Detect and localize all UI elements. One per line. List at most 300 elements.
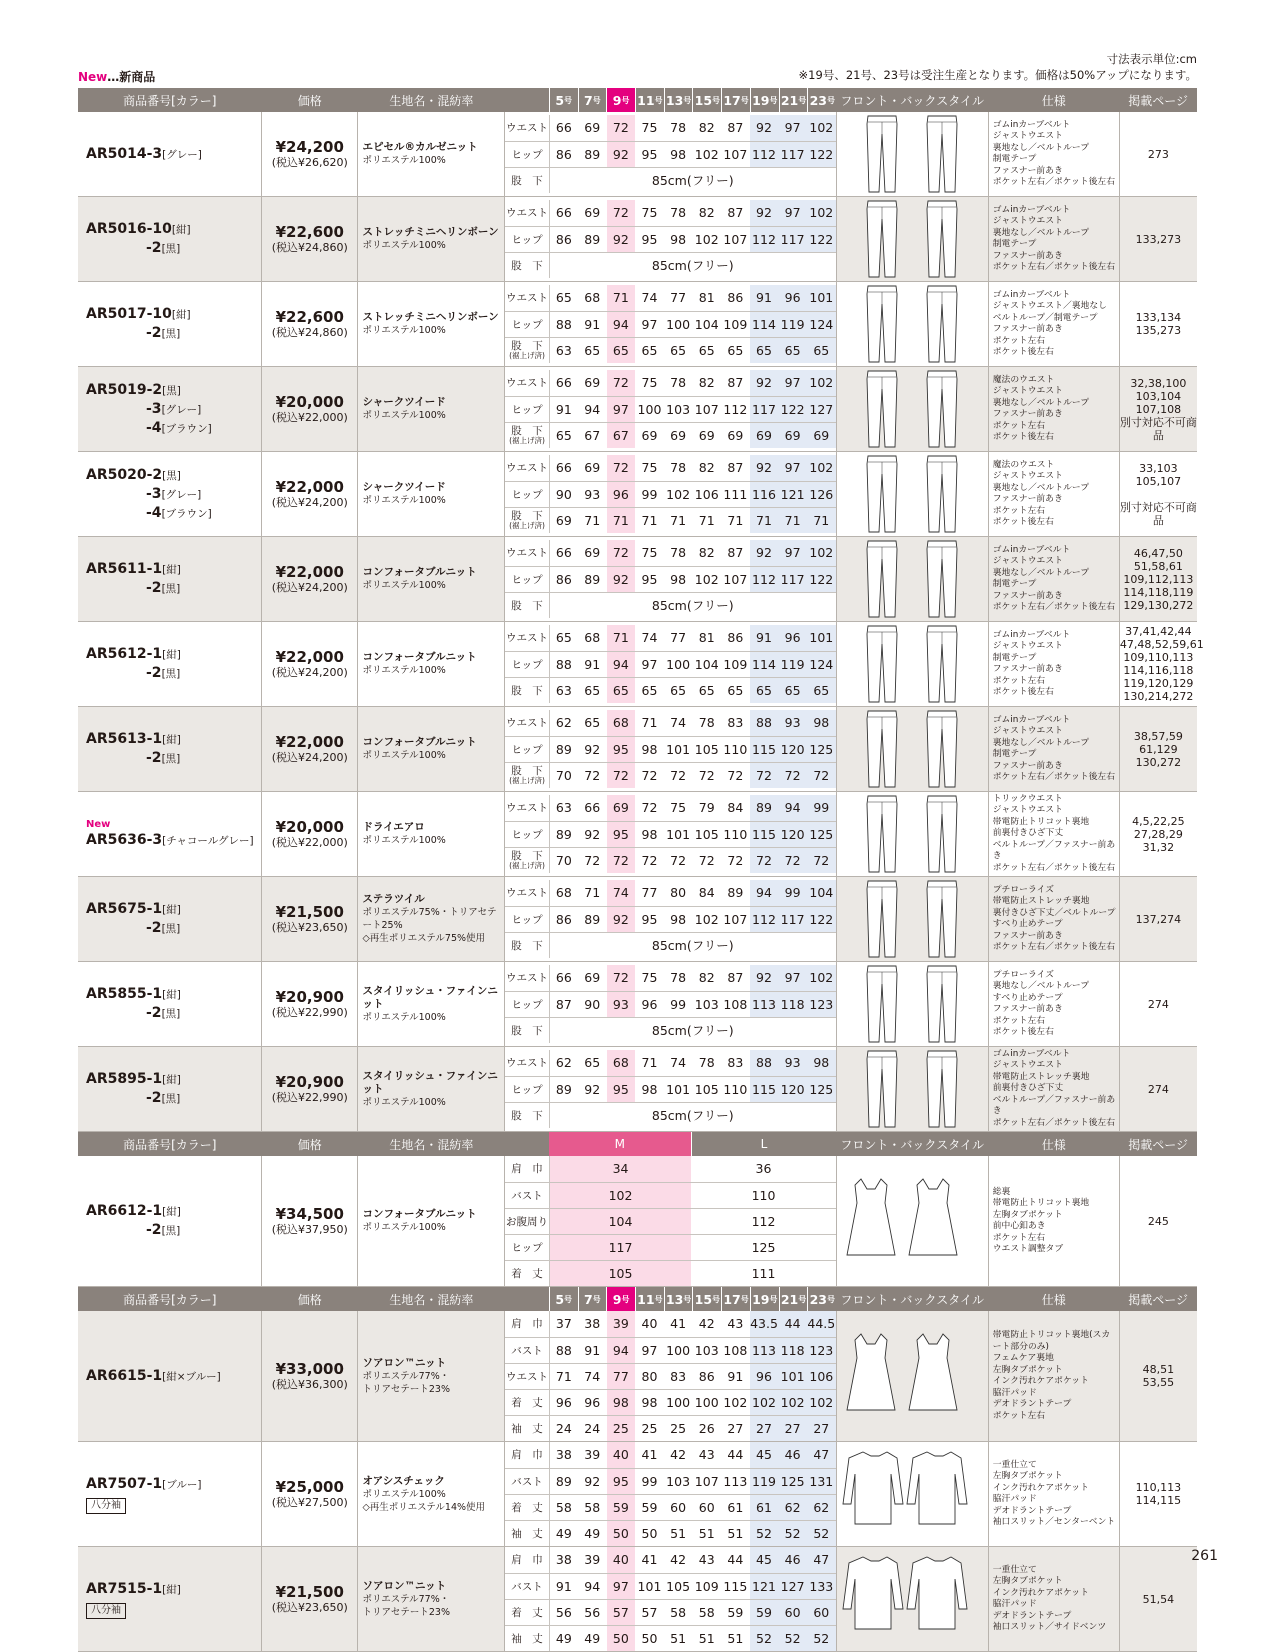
measure-value: 92 xyxy=(750,455,779,481)
fabric-cell xyxy=(358,1547,505,1652)
price: ¥22,000 xyxy=(275,563,344,581)
measure-value: 98 xyxy=(807,710,836,736)
measure-value: 62 xyxy=(807,1494,836,1520)
price-tax: (税込¥23,650) xyxy=(271,1601,348,1614)
fabric-blend: ポリエステル77%・ トリアセテート23% xyxy=(362,1593,451,1618)
measure-value: 123 xyxy=(807,991,836,1017)
header-product-no: 商品番号[カラー] xyxy=(78,1132,262,1157)
measure-value: 71 xyxy=(750,507,779,533)
spec-cell: ゴムinカーブベルト ジャストウエスト 裏地なし／ベルトループ 制電テープ ファスナー前あき ポケット左右／ポケット後左右 xyxy=(988,197,1119,282)
measure-value: 88 xyxy=(750,1050,779,1076)
fabric-cell xyxy=(358,1311,505,1442)
product-variant: -4[ブラウン] xyxy=(146,419,212,436)
measure-value: 114 xyxy=(750,651,779,677)
measure-value: 98 xyxy=(607,1389,636,1415)
measure-cell xyxy=(505,1547,836,1652)
header-fabric: 生地名・混紡率 xyxy=(358,1132,505,1157)
product-id: AR5613-1[紺] xyxy=(86,731,181,747)
measure-value: 43.5 xyxy=(750,1311,779,1337)
spec-cell: ゴムinカーブベルト ジャストウエスト 裏地なし／ベルトループ 制電テープ ファスナー前あき ポケット左右／ポケット後左右 xyxy=(988,537,1119,622)
product-id: AR5636-3[チャコールグレー] xyxy=(86,831,254,848)
measure-value: 120 xyxy=(778,736,807,762)
measure-value: 86 xyxy=(721,625,750,651)
measure-value: 92 xyxy=(750,540,779,566)
measure-value: 72 xyxy=(807,762,836,788)
measure-value: 92 xyxy=(578,736,607,762)
size-l-header: L xyxy=(691,1132,836,1156)
measure-label: お腹周り xyxy=(505,1208,549,1234)
measure-value: 74 xyxy=(635,625,664,651)
size-header-8: 21 号 xyxy=(779,1287,808,1311)
spec-cell: ゴムinカーブベルト ジャストウエスト 制電テープ ファスナー前あき ポケット左右 ポケット後左右 xyxy=(988,622,1119,707)
price: ¥21,500 xyxy=(275,903,344,921)
product-row xyxy=(78,197,1197,282)
measure-value: 65 xyxy=(549,285,578,311)
measure-value: 69 xyxy=(578,540,607,566)
measure-value: 115 xyxy=(750,821,779,847)
style-illustration xyxy=(836,877,988,962)
price: ¥20,900 xyxy=(275,1073,344,1091)
header-spec: 仕様 xyxy=(988,1132,1119,1157)
size-header-7: 19 号 xyxy=(750,88,779,112)
measure-value: 74 xyxy=(664,710,693,736)
price: ¥22,000 xyxy=(275,478,344,496)
product-color: [紺×ブルー] xyxy=(162,1370,221,1383)
measure-value: 60 xyxy=(692,1494,721,1520)
product-variant: -2[黒] xyxy=(146,240,181,256)
measure-value: 125 xyxy=(807,736,836,762)
measure-value: 72 xyxy=(670,767,687,783)
measure-value: 93 xyxy=(778,1050,807,1076)
measure-value: 86 xyxy=(692,1363,721,1389)
measure-value: 69 xyxy=(578,200,607,226)
fabric-blend: ポリエステル75%・トリアセテート25% ◇再生ポリエステル75%使用 xyxy=(362,907,497,944)
measure-value: 89 xyxy=(549,1076,578,1102)
measure-value: 98 xyxy=(635,1076,664,1102)
measure-value: 58 xyxy=(664,1599,693,1625)
measure-value: 97 xyxy=(635,651,664,677)
measure-value: 124 xyxy=(807,311,836,337)
price-tax: (税込¥22,990) xyxy=(271,1006,348,1019)
product-variant: -2[黒] xyxy=(146,665,181,681)
measure-value: 91 xyxy=(721,1363,750,1389)
measure-value: 59 xyxy=(721,1599,750,1625)
measure-value: 25 xyxy=(607,1415,636,1441)
measure-value: 65 xyxy=(607,677,636,703)
measure-value: 97 xyxy=(607,1573,636,1599)
measure-value: 74 xyxy=(578,1363,607,1389)
measure-value: 107 xyxy=(721,141,750,167)
measure-value: 69 xyxy=(750,422,779,448)
price-tax: (税込¥24,200) xyxy=(271,751,348,764)
style-illustration xyxy=(836,707,988,792)
measure-value: 112 xyxy=(750,906,779,932)
style-illustration xyxy=(836,1311,988,1442)
measure-value: 72 xyxy=(607,200,636,226)
style-illustration xyxy=(836,282,988,367)
measure-value: 66 xyxy=(578,795,607,821)
measure-label: バスト xyxy=(505,1573,549,1599)
fabric-name: エピセル®カルゼニット xyxy=(362,141,478,153)
product-color: [紺] xyxy=(162,1583,181,1596)
product-row xyxy=(78,367,1197,452)
measure-value: 66 xyxy=(549,370,578,396)
measure-value: 98 xyxy=(635,736,664,762)
measure-value: 94 xyxy=(607,651,636,677)
measure-value: 72 xyxy=(607,370,636,396)
measure-value: 56 xyxy=(549,1599,578,1625)
product-id-cell xyxy=(78,962,262,1047)
measure-value: 122 xyxy=(807,906,836,932)
measure-value: 102 xyxy=(692,566,721,592)
measure-label: ヒップ xyxy=(505,311,549,337)
measure-value: 75 xyxy=(635,540,664,566)
measure-value: 65 xyxy=(578,710,607,736)
price: ¥22,000 xyxy=(275,648,344,666)
product-color: [黒] xyxy=(162,384,181,397)
measure-value: 116 xyxy=(750,481,779,507)
measure-value: 51 xyxy=(670,1525,687,1541)
measure-value: 92 xyxy=(578,1076,607,1102)
product-id-cell xyxy=(78,1311,262,1442)
measure-value: 101 xyxy=(635,1573,664,1599)
measure-value: 91 xyxy=(750,285,779,311)
measure-value: 102 xyxy=(807,200,836,226)
measure-label: ウエスト xyxy=(505,200,549,226)
measure-value: 65 xyxy=(778,337,807,363)
measure-value: 71 xyxy=(635,710,664,736)
measure-value: 49 xyxy=(555,1630,572,1646)
measure-value: 58 xyxy=(578,1494,607,1520)
measure-value: 78 xyxy=(664,370,693,396)
measure-value: 70 xyxy=(555,767,572,783)
product-variant: -2[黒] xyxy=(146,750,181,766)
measure-label: 着 丈 xyxy=(505,1599,549,1625)
header-fabric: 生地名・混紡率 xyxy=(358,1287,505,1312)
measure-cell xyxy=(505,792,836,877)
fabric-blend: ポリエステル100% xyxy=(362,495,446,506)
style-illustration xyxy=(836,197,988,282)
measure-value: 65 xyxy=(641,342,658,358)
measure-value: 27 xyxy=(778,1415,807,1441)
measure-value: 102 xyxy=(807,115,836,141)
measure-value: 50 xyxy=(607,1520,636,1546)
measure-value: 89 xyxy=(750,795,779,821)
measure-value: 65 xyxy=(778,677,807,703)
measure-value: 62 xyxy=(549,1050,578,1076)
measure-value: 27 xyxy=(750,1415,779,1441)
sleeve-tag: 八分袖 xyxy=(86,1603,126,1619)
fabric-blend: ポリエステル100% xyxy=(362,750,446,761)
measure-value: 127 xyxy=(778,1573,807,1599)
measure-value: 98 xyxy=(807,1050,836,1076)
header-spec: 仕様 xyxy=(988,88,1119,112)
price-tax: (税込¥37,950) xyxy=(271,1223,348,1236)
measure-value: 72 xyxy=(727,852,744,868)
measure-value: 103 xyxy=(664,1468,693,1494)
measure-label: 着 丈 xyxy=(505,1494,549,1520)
measure-value: 81 xyxy=(692,625,721,651)
measure-value: 96 xyxy=(578,1389,607,1415)
measure-label: 股 下 xyxy=(505,167,549,193)
measure-value: 86 xyxy=(549,566,578,592)
measure-value: 97 xyxy=(778,540,807,566)
measure-label: 袖 丈 xyxy=(505,1625,549,1651)
measure-value: 71 xyxy=(578,880,607,906)
measure-label: ウエスト xyxy=(505,625,549,651)
measure-value: 37 xyxy=(549,1311,578,1337)
measure-value: 78 xyxy=(692,710,721,736)
measure-value: 51 xyxy=(727,1525,744,1541)
measure-value: 71 xyxy=(727,512,744,528)
measure-value: 78 xyxy=(664,115,693,141)
measure-value: 120 xyxy=(778,1076,807,1102)
pages-cell: 38,57,59 61,129 130,272 xyxy=(1119,707,1197,792)
measure-value: 40 xyxy=(607,1547,636,1573)
product-id: AR5014-3[グレー] xyxy=(86,145,202,162)
pages-cell: 33,103 105,107 別寸対応不可商品 xyxy=(1119,452,1197,537)
product-color: [黒] xyxy=(162,469,181,482)
spec-cell: プチローライズ 裏地なし／ベルトループ すべり止めテープ ファスナー前あき ポケット左右 ポケット後左右 xyxy=(988,962,1119,1047)
measure-value: 89 xyxy=(578,906,607,932)
measure-value: 72 xyxy=(778,762,807,788)
size-header-0: 5 号 xyxy=(549,88,578,112)
measure-value: 46 xyxy=(778,1442,807,1468)
measure-value: 112 xyxy=(750,141,779,167)
measure-value: 82 xyxy=(692,455,721,481)
measure-label: ウエスト xyxy=(505,880,549,906)
sleeve-tag: 八分袖 xyxy=(86,1498,126,1514)
measure-value: 68 xyxy=(549,880,578,906)
price-cell xyxy=(262,792,358,877)
measure-label: 着 丈 xyxy=(505,1260,549,1286)
measure-label: ヒップ xyxy=(505,566,549,592)
measure-value: 24 xyxy=(555,1420,572,1436)
spec-cell: ゴムinカーブベルト ジャストウエスト 裏地なし／ベルトループ 制電テープ ファスナー前あき ポケット左右／ポケット後左右 xyxy=(988,707,1119,792)
size-header-9: 23 号 xyxy=(807,1287,836,1311)
product-color: [紺] xyxy=(162,1074,181,1086)
measure-value: 49 xyxy=(584,1630,601,1646)
fabric-cell xyxy=(358,877,505,962)
product-id-cell xyxy=(78,282,262,367)
measure-value: 91 xyxy=(750,625,779,651)
measure-label: ヒップ xyxy=(505,481,549,507)
measure-value: 103 xyxy=(692,991,721,1017)
measure-cell xyxy=(505,707,836,792)
product-color: [紺] xyxy=(171,224,191,236)
price: ¥22,600 xyxy=(275,308,344,326)
measure-label: バスト xyxy=(505,1182,549,1208)
product-variant: -3[グレー] xyxy=(146,485,202,502)
measure-value: 96 xyxy=(778,625,807,651)
measure-value: 93 xyxy=(778,710,807,736)
measure-value: 81 xyxy=(692,285,721,311)
price: ¥34,500 xyxy=(275,1205,344,1223)
size-header xyxy=(505,88,836,112)
price-cell xyxy=(262,707,358,792)
measure-value: 98 xyxy=(664,141,693,167)
measure-value: 71 xyxy=(607,507,636,533)
measure-value: 84 xyxy=(721,795,750,821)
price: ¥21,500 xyxy=(275,1583,344,1601)
size-header-4: 13 号 xyxy=(664,1287,693,1311)
measure-label: ヒップ xyxy=(505,396,549,422)
spec-cell: トリックウエスト ジャストウエスト 帯電防止トリコット裏地 前裏付きひざ下丈 ベルトループ／ファスナー前あき ポケット左右／ポケット後左右 xyxy=(988,792,1119,877)
measure-value: 105 xyxy=(692,821,721,847)
measure-value: 98 xyxy=(635,821,664,847)
measure-value: 100 xyxy=(664,1389,693,1415)
measure-value: 123 xyxy=(807,1337,836,1363)
fabric-name: ソアロン™ニット xyxy=(362,1579,447,1592)
table-header-row xyxy=(78,1132,1197,1157)
pages-cell: 48,51 53,55 xyxy=(1119,1311,1197,1442)
product-id: AR5016-10[紺] xyxy=(86,221,191,237)
fabric-blend: ポリエステル100% xyxy=(362,1222,446,1233)
pages-cell: 51,54 xyxy=(1119,1547,1197,1652)
measure-value: 70 xyxy=(555,852,572,868)
measure-value: 67 xyxy=(584,427,601,443)
measure-value: 65 xyxy=(807,677,836,703)
product-id: AR5611-1[紺] xyxy=(86,561,181,577)
size-header-6: 17 号 xyxy=(721,88,750,112)
spec-cell: ゴムinカーブベルト ジャストウエスト 帯電防止ストレッチ裏地 前裏付きひざ下丈 ベルトループ／ファスナー前あき ポケット左右／ポケット後左右 xyxy=(988,1047,1119,1132)
header-style: フロント・バックスタイル xyxy=(836,88,988,112)
page-number: 261 xyxy=(1191,1548,1218,1564)
measure-value: 38 xyxy=(578,1311,607,1337)
measure-value: 79 xyxy=(692,795,721,821)
measure-value: 117 xyxy=(778,566,807,592)
measure-value: 83 xyxy=(664,1363,693,1389)
product-id: AR5019-2[黒] xyxy=(86,381,181,398)
measure-label: バスト xyxy=(505,1468,549,1494)
product-id-cell xyxy=(78,452,262,537)
price-tax: (税込¥24,200) xyxy=(271,496,348,509)
header-product-no: 商品番号[カラー] xyxy=(78,1287,262,1312)
measure-value: 92 xyxy=(578,821,607,847)
measure-label: 股 下 (裾上げ済) xyxy=(505,337,549,363)
measure-label: 股 下 xyxy=(505,677,549,703)
size-header-1: 7 号 xyxy=(578,88,607,112)
measure-value: 91 xyxy=(578,1337,607,1363)
product-id-cell xyxy=(78,707,262,792)
pages-cell: 245 xyxy=(1119,1156,1197,1287)
product-row xyxy=(78,1442,1197,1547)
product-variant: -2[黒] xyxy=(146,325,181,341)
product-id: AR5612-1[紺] xyxy=(86,646,181,662)
product-id-cell xyxy=(78,112,262,197)
measure-value: 27 xyxy=(807,1415,836,1441)
price-tax: (税込¥22,000) xyxy=(271,411,348,424)
measure-value: 101 xyxy=(807,285,836,311)
size-header-4: 13 号 xyxy=(664,88,693,112)
measure-value: 112 xyxy=(721,396,750,422)
measure-value: 68 xyxy=(607,1050,636,1076)
measure-value: 91 xyxy=(578,651,607,677)
measure-label: 股 下 (裾上げ済) xyxy=(505,762,549,788)
measure-label: 股 下 xyxy=(505,932,549,958)
fabric-cell xyxy=(358,452,505,537)
measure-value: 71 xyxy=(807,507,836,533)
measure-value: 109 xyxy=(721,311,750,337)
fabric-name: コンフォータブルニット xyxy=(362,1208,477,1220)
measure-value: 25 xyxy=(641,1420,658,1436)
fabric-cell xyxy=(358,282,505,367)
measure-value: 82 xyxy=(692,540,721,566)
measure-value: 74 xyxy=(664,1050,693,1076)
measure-value: 42 xyxy=(664,1547,693,1573)
product-color: [チャコールグレー] xyxy=(162,834,254,847)
measure-value: 102 xyxy=(721,1389,750,1415)
measure-value: 69 xyxy=(698,427,715,443)
product-color: [グレー] xyxy=(162,148,202,161)
measure-cell xyxy=(505,1047,836,1132)
measure-value: 108 xyxy=(721,1337,750,1363)
price-cell xyxy=(262,452,358,537)
measure-value: 109 xyxy=(692,1573,721,1599)
product-id-cell xyxy=(78,367,262,452)
product-color: [紺] xyxy=(162,734,181,746)
measure-value: 99 xyxy=(664,991,693,1017)
measure-value: 59 xyxy=(635,1494,664,1520)
price-tax: (税込¥27,500) xyxy=(271,1496,348,1509)
product-id: AR6615-1[紺×ブルー] xyxy=(86,1367,221,1384)
measure-value: 77 xyxy=(607,1363,636,1389)
measure-value: 107 xyxy=(721,906,750,932)
spec-cell: 一重仕立て 左胸タブポケット インク汚れケアポケット 脇汗パッド デオドラントテープ 袖口スリット／センターベント xyxy=(988,1442,1119,1547)
fabric-blend: ポリエステル100% xyxy=(362,580,446,591)
measure-value: 99 xyxy=(807,795,836,821)
header-price: 価格 xyxy=(262,1287,358,1312)
measure-label: バスト xyxy=(505,1337,549,1363)
product-color: [紺] xyxy=(162,1206,181,1218)
fabric-name: オアシスチェック xyxy=(362,1474,445,1487)
measure-cell xyxy=(505,877,836,962)
product-row xyxy=(78,962,1197,1047)
product-row xyxy=(78,452,1197,537)
header-product-no: 商品番号[カラー] xyxy=(78,88,262,112)
product-id: AR5675-1[紺] xyxy=(86,901,181,917)
fabric-name: スタイリッシュ・ファインニット xyxy=(362,984,498,1010)
measure-value: 69 xyxy=(670,427,687,443)
measure-value: 69 xyxy=(607,795,636,821)
measure-value: 57 xyxy=(607,1599,636,1625)
measure-value: 92 xyxy=(578,1468,607,1494)
measure-value: 97 xyxy=(778,370,807,396)
price-tax: (税込¥22,990) xyxy=(271,1091,348,1104)
fabric-cell xyxy=(358,1047,505,1132)
fabric-name: ソアロン™ニット xyxy=(362,1356,447,1369)
style-illustration xyxy=(836,1547,988,1652)
measure-value: 95 xyxy=(635,906,664,932)
price-tax: (税込¥26,620) xyxy=(271,156,348,169)
measure-value: 89 xyxy=(549,736,578,762)
measure-value: 125 xyxy=(691,1234,835,1260)
measure-value: 46 xyxy=(778,1547,807,1573)
measure-value: 110 xyxy=(721,736,750,762)
size-header-8: 21 号 xyxy=(779,88,808,112)
fabric-blend: ポリエステル100% xyxy=(362,410,446,421)
order-note: ※19号、21号、23号は受注生産となります。価格は50%アップになります。 xyxy=(798,68,1197,82)
measure-label: ウエスト xyxy=(505,115,549,141)
measure-value: 86 xyxy=(549,141,578,167)
measure-value: 72 xyxy=(727,767,744,783)
measure-free: 85cm(フリー) xyxy=(651,173,734,189)
measure-cell xyxy=(505,1311,836,1442)
price: ¥20,900 xyxy=(275,988,344,1006)
price-cell xyxy=(262,537,358,622)
measure-value: 80 xyxy=(664,880,693,906)
measure-value: 94 xyxy=(778,795,807,821)
